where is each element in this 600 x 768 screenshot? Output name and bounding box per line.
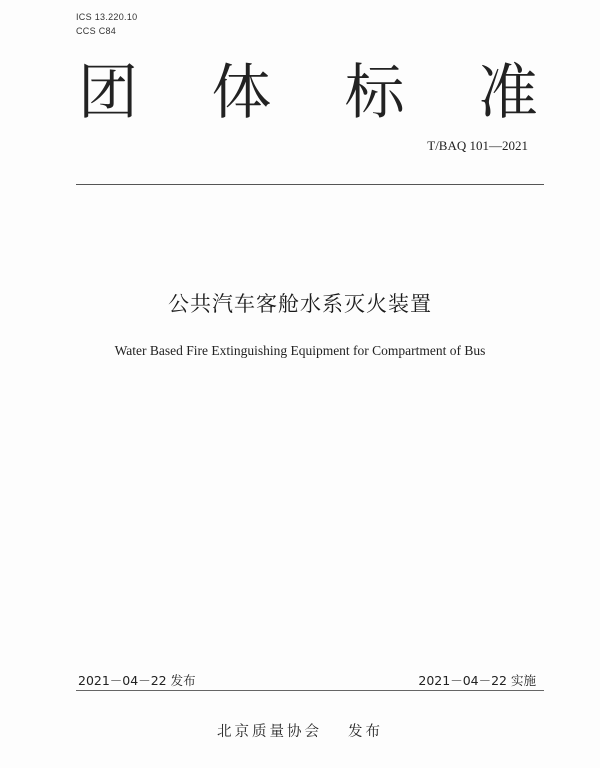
- classification-codes: [76, 10, 137, 38]
- standard-type-char: 团: [78, 58, 138, 128]
- standard-number: T/BAQ 101—2021: [427, 138, 528, 153]
- chinese-title: 公共汽车客舱水系灭火装置: [168, 292, 432, 316]
- issue-date: 2021－04－22 发布: [78, 673, 196, 688]
- publisher-name: 北京质量协会: [217, 724, 322, 740]
- implementation-date: 2021－04－22 实施: [418, 673, 536, 688]
- header-divider: [76, 184, 544, 185]
- publisher-action: 发布: [348, 724, 383, 740]
- ics-code: ICS 13.220.10: [76, 12, 138, 22]
- publisher-line: [0, 720, 600, 741]
- standard-type-heading: [78, 58, 538, 128]
- ccs-code: CCS C84: [76, 26, 117, 36]
- standard-type-char: 标: [344, 58, 405, 128]
- standard-type-char: 体: [211, 58, 272, 128]
- footer-divider: [76, 690, 544, 691]
- standard-type-char: 准: [477, 58, 538, 128]
- english-title: Water Based Fire Extinguishing Equipment for Compartment of Bus: [114, 343, 486, 358]
